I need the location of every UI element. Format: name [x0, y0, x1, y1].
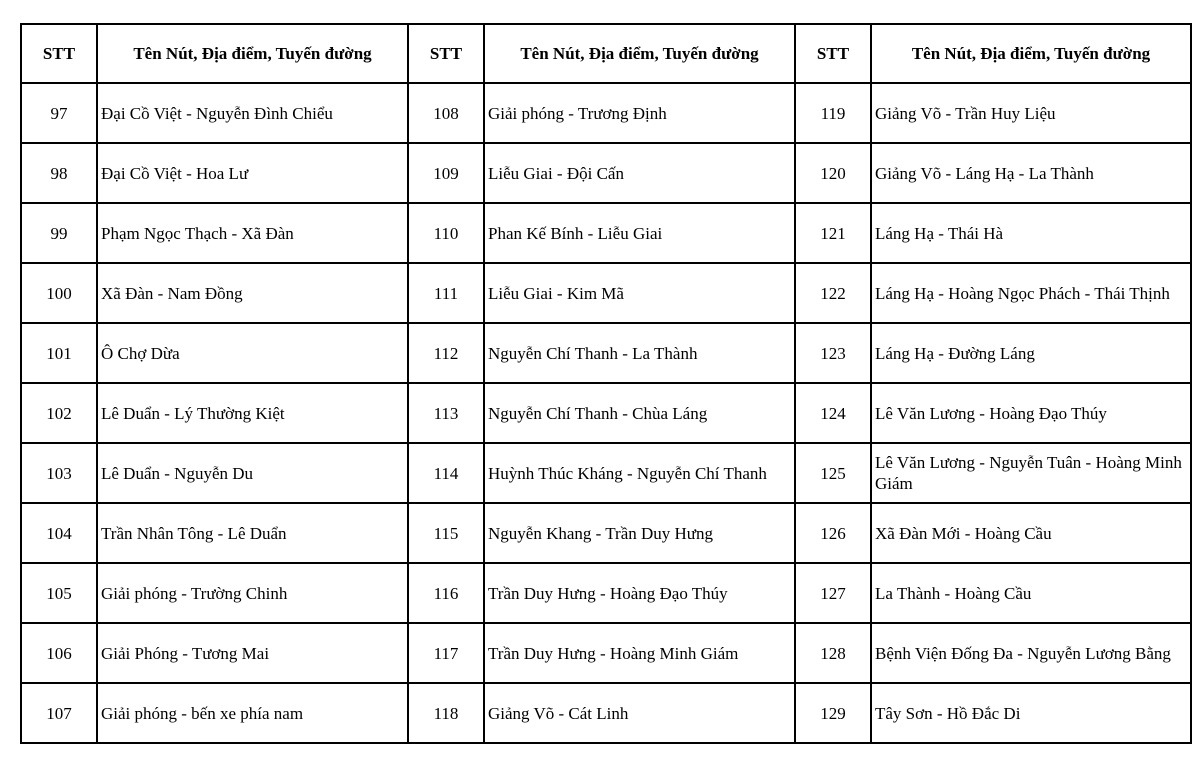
stt-cell: 120 — [795, 143, 871, 203]
header-stt: STT — [21, 24, 97, 83]
table-row — [21, 323, 1191, 383]
stt-cell: 117 — [408, 623, 484, 683]
stt-cell: 125 — [795, 443, 871, 503]
name-cell: Tây Sơn - Hồ Đắc Di — [871, 683, 1191, 743]
name-cell: Lê Duẩn - Lý Thường Kiệt — [97, 383, 408, 443]
stt-cell: 98 — [21, 143, 97, 203]
stt-cell: 116 — [408, 563, 484, 623]
stt-cell: 108 — [408, 83, 484, 143]
name-cell: Nguyễn Chí Thanh - Chùa Láng — [484, 383, 795, 443]
stt-cell: 112 — [408, 323, 484, 383]
name-cell: Đại Cồ Việt - Nguyễn Đình Chiểu — [97, 83, 408, 143]
stt-cell: 123 — [795, 323, 871, 383]
header-name: Tên Nút, Địa điểm, Tuyến đường — [871, 24, 1191, 83]
stt-cell: 128 — [795, 623, 871, 683]
name-cell: Lê Văn Lương - Nguyễn Tuân - Hoàng Minh Giám — [871, 443, 1191, 503]
stt-cell: 97 — [21, 83, 97, 143]
stt-cell: 115 — [408, 503, 484, 563]
stt-cell: 104 — [21, 503, 97, 563]
table-row — [21, 383, 1191, 443]
name-cell: Bệnh Viện Đống Đa - Nguyễn Lương Bằng — [871, 623, 1191, 683]
stt-cell: 124 — [795, 383, 871, 443]
name-cell: Trần Duy Hưng - Hoàng Đạo Thúy — [484, 563, 795, 623]
name-cell: Lê Văn Lương - Hoàng Đạo Thúy — [871, 383, 1191, 443]
header-stt: STT — [795, 24, 871, 83]
name-cell: Giảng Võ - Cát Linh — [484, 683, 795, 743]
name-cell: Giảng Võ - Láng Hạ - La Thành — [871, 143, 1191, 203]
name-cell: Ô Chợ Dừa — [97, 323, 408, 383]
name-cell: Nguyễn Khang - Trần Duy Hưng — [484, 503, 795, 563]
table-body — [21, 83, 1191, 743]
table-row — [21, 503, 1191, 563]
name-cell: Xã Đàn Mới - Hoàng Cầu — [871, 503, 1191, 563]
name-cell: Giải Phóng - Tương Mai — [97, 623, 408, 683]
stt-cell: 114 — [408, 443, 484, 503]
stt-cell: 109 — [408, 143, 484, 203]
stt-cell: 103 — [21, 443, 97, 503]
table-row — [21, 683, 1191, 743]
stt-cell: 127 — [795, 563, 871, 623]
stt-cell: 118 — [408, 683, 484, 743]
name-cell: Láng Hạ - Hoàng Ngọc Phách - Thái Thịnh — [871, 263, 1191, 323]
name-cell: Giải phóng - bến xe phía nam — [97, 683, 408, 743]
table-row — [21, 443, 1191, 503]
table-row — [21, 143, 1191, 203]
stt-cell: 100 — [21, 263, 97, 323]
name-cell: Giải phóng - Trương Định — [484, 83, 795, 143]
stt-cell: 102 — [21, 383, 97, 443]
name-cell: La Thành - Hoàng Cầu — [871, 563, 1191, 623]
table-row — [21, 263, 1191, 323]
name-cell: Láng Hạ - Đường Láng — [871, 323, 1191, 383]
table-row — [21, 83, 1191, 143]
name-cell: Đại Cồ Việt - Hoa Lư — [97, 143, 408, 203]
stt-cell: 101 — [21, 323, 97, 383]
name-cell: Xã Đàn - Nam Đồng — [97, 263, 408, 323]
table-row — [21, 623, 1191, 683]
header-name: Tên Nút, Địa điểm, Tuyến đường — [97, 24, 408, 83]
stt-cell: 119 — [795, 83, 871, 143]
name-cell: Trần Duy Hưng - Hoàng Minh Giám — [484, 623, 795, 683]
stt-cell: 106 — [21, 623, 97, 683]
name-cell: Phan Kế Bính - Liễu Giai — [484, 203, 795, 263]
stt-cell: 121 — [795, 203, 871, 263]
header-stt: STT — [408, 24, 484, 83]
name-cell: Giảng Võ - Trần Huy Liệu — [871, 83, 1191, 143]
table-row — [21, 563, 1191, 623]
stt-cell: 107 — [21, 683, 97, 743]
header-row — [21, 24, 1191, 83]
name-cell: Nguyễn Chí Thanh - La Thành — [484, 323, 795, 383]
name-cell: Trần Nhân Tông - Lê Duẩn — [97, 503, 408, 563]
name-cell: Liễu Giai - Kim Mã — [484, 263, 795, 323]
name-cell: Láng Hạ - Thái Hà — [871, 203, 1191, 263]
stt-cell: 113 — [408, 383, 484, 443]
stt-cell: 111 — [408, 263, 484, 323]
intersection-table — [20, 23, 1192, 744]
table-row — [21, 203, 1191, 263]
name-cell: Giải phóng - Trường Chinh — [97, 563, 408, 623]
stt-cell: 122 — [795, 263, 871, 323]
name-cell: Phạm Ngọc Thạch - Xã Đàn — [97, 203, 408, 263]
name-cell: Liễu Giai - Đội Cấn — [484, 143, 795, 203]
stt-cell: 99 — [21, 203, 97, 263]
header-name: Tên Nút, Địa điểm, Tuyến đường — [484, 24, 795, 83]
stt-cell: 110 — [408, 203, 484, 263]
stt-cell: 105 — [21, 563, 97, 623]
name-cell: Lê Duẩn - Nguyễn Du — [97, 443, 408, 503]
name-cell: Huỳnh Thúc Kháng - Nguyễn Chí Thanh — [484, 443, 795, 503]
stt-cell: 129 — [795, 683, 871, 743]
stt-cell: 126 — [795, 503, 871, 563]
